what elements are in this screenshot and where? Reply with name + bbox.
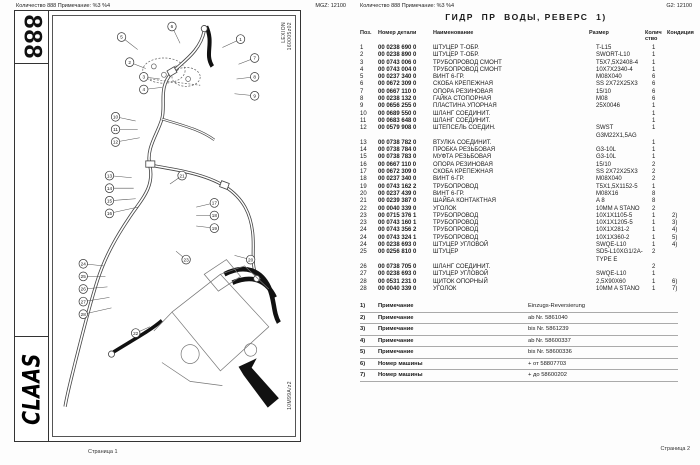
table-row bbox=[360, 60, 694, 67]
table-row bbox=[360, 140, 694, 147]
cell-part: 00 0656 255 0 bbox=[378, 103, 417, 110]
cell-name: ТРУБОПРОВОД bbox=[433, 227, 479, 234]
table-row bbox=[360, 213, 694, 220]
cell-size: SS 2X72X25X3 bbox=[596, 81, 638, 88]
table-row bbox=[360, 96, 694, 103]
cell-name: ТРУБОПРОВОД bbox=[433, 183, 479, 190]
col-pos: Поз. bbox=[360, 30, 372, 36]
cell-qty: 6 bbox=[652, 81, 656, 88]
cell-qty: 1 bbox=[652, 125, 656, 132]
table-row bbox=[360, 118, 694, 125]
footnote-row bbox=[360, 301, 678, 313]
cell-size: M08X040 bbox=[596, 74, 622, 81]
table-row bbox=[360, 103, 694, 110]
table-row bbox=[360, 52, 694, 59]
cell-size: 15/10 bbox=[596, 161, 612, 168]
cell-note: 7) bbox=[672, 285, 678, 292]
cell-name: ТРУБОПРОВОД bbox=[433, 234, 479, 241]
table-row bbox=[360, 162, 694, 169]
cell-name: УГОЛОК bbox=[433, 205, 457, 212]
cell-name: ПРОБКА РЕЗЬБОВАЯ bbox=[433, 147, 496, 154]
cell-part: 00 0689 550 0 bbox=[378, 110, 417, 117]
cell-part: 00 0256 810 0 bbox=[378, 249, 417, 256]
table-row bbox=[360, 235, 694, 242]
callout-number: 9 bbox=[253, 94, 256, 100]
sheet-number-box bbox=[15, 11, 48, 64]
callout-number: 27 bbox=[80, 300, 86, 306]
cell-size: 10X1X1105-5 bbox=[596, 212, 633, 219]
cell-size: M08X16 bbox=[596, 190, 619, 197]
cell-part: 00 0237 340 0 bbox=[378, 176, 417, 183]
table-row bbox=[360, 184, 694, 191]
cell-size: M08X040 bbox=[596, 176, 622, 183]
cell-pos: 3 bbox=[360, 59, 364, 66]
table-row bbox=[360, 271, 694, 278]
cell-name: ЩИТОК ОПОРНЫЙ bbox=[433, 278, 488, 285]
cell-qty: 1 bbox=[652, 154, 656, 161]
cell-pos: 27 bbox=[360, 271, 367, 278]
cell-name: ОПОРА РЕЗИНОВАЯ bbox=[433, 161, 493, 168]
table-row bbox=[360, 206, 694, 213]
cell-pos: 2 bbox=[360, 52, 364, 59]
footnote-ref: 4) bbox=[360, 337, 366, 344]
footnote-label: Номер машины bbox=[378, 360, 423, 367]
cell-part: 00 0238 132 0 bbox=[378, 96, 417, 103]
cell-size: T-L15 bbox=[596, 45, 612, 51]
cell-qty: 1 bbox=[652, 103, 656, 110]
cell-pos: 20 bbox=[360, 190, 367, 197]
callout-number: 8 bbox=[253, 75, 256, 81]
cell-part: 00 0579 908 0 bbox=[378, 125, 417, 132]
cell-part: 00 0743 324 1 bbox=[378, 234, 417, 241]
col-size: Размер bbox=[589, 30, 609, 36]
cell-qty: 1 bbox=[652, 147, 656, 154]
callout-number: 15 bbox=[106, 199, 113, 205]
cell-note: 4) bbox=[672, 242, 678, 249]
cell-part: 00 0743 356 2 bbox=[378, 227, 417, 234]
table-row bbox=[360, 111, 694, 118]
footnote-row bbox=[360, 313, 678, 325]
cell-qty: 1 bbox=[652, 183, 656, 190]
claas-logo: CLAAS bbox=[17, 353, 46, 425]
cell-pos: 25 bbox=[360, 249, 367, 256]
cell-size: 10X1X281-2 bbox=[596, 227, 630, 234]
cell-qty: 6 bbox=[652, 74, 656, 81]
exploded-diagram bbox=[52, 15, 296, 437]
parts-list-page bbox=[352, 0, 700, 465]
table-row bbox=[360, 279, 694, 286]
cell-pos: 23 bbox=[360, 220, 367, 227]
cell-qty: 1 bbox=[652, 242, 656, 249]
callout-number: 4 bbox=[142, 88, 146, 94]
callout-number: 13 bbox=[106, 174, 113, 180]
cell-name: ШТЕПСЕЛЬ СОЕДИН. bbox=[433, 125, 496, 132]
cell-size: SWQE-L10 bbox=[596, 271, 627, 278]
callout-number: 18 bbox=[211, 214, 217, 220]
cell-name: ПЛАСТИНА УПОРНАЯ bbox=[433, 103, 497, 110]
footnote-ref: 7) bbox=[360, 372, 366, 378]
cell-name: ВИНТ 6-ГР. bbox=[433, 190, 465, 197]
footnote-ref: 5) bbox=[360, 349, 366, 355]
callout-number: 1 bbox=[239, 37, 242, 43]
cell-note: 4) bbox=[672, 227, 678, 234]
cell-pos: 14 bbox=[360, 147, 367, 154]
cell-name: ТРУБОПРОВОД bbox=[433, 220, 479, 227]
cell-qty: 1 bbox=[652, 234, 656, 241]
cell-part: 00 0715 376 1 bbox=[378, 212, 417, 219]
table-row bbox=[360, 220, 694, 227]
cell-size: 10MM A STANO bbox=[596, 285, 640, 292]
callout-number: 7 bbox=[253, 56, 256, 62]
cell-note: 5) bbox=[672, 234, 678, 241]
footnote-label: Примечание bbox=[378, 337, 414, 344]
cell-pos: 16 bbox=[360, 161, 367, 168]
callout-number: 6 bbox=[170, 25, 174, 31]
cell-qty: 2 bbox=[652, 249, 656, 256]
cell-part: 00 0743 162 2 bbox=[378, 183, 417, 190]
cell-name: ШАЙБА КОНТАКТНАЯ bbox=[433, 198, 497, 205]
callout-number: 26 bbox=[80, 287, 86, 293]
brand-logo-box bbox=[15, 336, 48, 441]
parts-table-body bbox=[360, 45, 694, 293]
cell-pos: 24 bbox=[360, 242, 367, 249]
cell-note: 2) bbox=[672, 212, 678, 219]
footnote-row bbox=[360, 359, 678, 371]
cell-name: ВТУЛКА СОЕДИНИТ. bbox=[433, 139, 492, 146]
cell-part: 00 0743 004 0 bbox=[378, 66, 417, 73]
col-part: Номер детали bbox=[378, 30, 417, 36]
right-header-info: Количество 888 Примечание: %3 %4 bbox=[360, 3, 455, 9]
footnote-row bbox=[360, 347, 678, 359]
cell-pos: 15 bbox=[360, 154, 367, 161]
cell-part: 00 0672 309 0 bbox=[378, 169, 417, 176]
cell-size: G3-10L bbox=[596, 147, 617, 154]
cell-qty: 1 bbox=[652, 52, 656, 59]
col-name: Наименование bbox=[433, 30, 474, 36]
cell-part: 00 0040 339 0 bbox=[378, 285, 417, 292]
cell-pos: 10 bbox=[360, 110, 367, 117]
drawing-model-label: LEXION bbox=[281, 22, 287, 43]
cell-qty: 8 bbox=[652, 190, 656, 197]
right-header-code: G2: 12100 bbox=[666, 3, 692, 9]
cell-part: 00 0238 693 0 bbox=[378, 242, 417, 249]
table-row bbox=[360, 286, 694, 293]
footnote-val: bis Nr. 5861239 bbox=[528, 326, 569, 332]
cell-pos: 19 bbox=[360, 183, 367, 190]
cell-pos: 17 bbox=[360, 169, 367, 176]
cell-size: 25X0046 bbox=[596, 103, 621, 110]
footnote-ref: 6) bbox=[360, 360, 366, 367]
cell-pos: 6 bbox=[360, 81, 364, 88]
cell-qty: 1 bbox=[652, 271, 656, 278]
callout-number: 16 bbox=[106, 212, 113, 218]
callout-number: 21 bbox=[179, 174, 185, 180]
table-row bbox=[360, 125, 694, 140]
cell-pos: 18 bbox=[360, 176, 367, 183]
cell-part: 00 0672 309 0 bbox=[378, 81, 417, 88]
footnote-row bbox=[360, 324, 678, 336]
cell-part: 00 0238 693 0 bbox=[378, 271, 417, 278]
cell-size: A 8 bbox=[596, 198, 605, 205]
cell-name: ШЛАНГ СОЕДИНИТ. bbox=[433, 263, 491, 270]
footnote-row bbox=[360, 336, 678, 348]
cell-size: SD5-L10XG1/2A-TYPE E bbox=[596, 249, 643, 263]
cell-qty: 1 bbox=[652, 278, 656, 285]
table-row bbox=[360, 67, 694, 74]
cell-qty: 1 bbox=[652, 117, 656, 124]
cell-size: SWORT-L10 bbox=[596, 52, 630, 59]
cell-qty: 1 bbox=[652, 212, 656, 219]
cell-size: SS 2X72X25X3 bbox=[596, 169, 638, 176]
cell-name: ТРУБОПРОВОД bbox=[433, 212, 479, 219]
cell-part: 00 0239 387 0 bbox=[378, 198, 417, 205]
table-row bbox=[360, 169, 694, 176]
sheet-number: 888 bbox=[18, 14, 46, 60]
cell-part: 00 0040 339 0 bbox=[378, 205, 417, 212]
cell-part: 00 0683 648 0 bbox=[378, 117, 417, 124]
table-row bbox=[360, 198, 694, 205]
cell-note: 6) bbox=[672, 278, 678, 285]
cell-qty: 2 bbox=[652, 205, 656, 212]
cell-part: 00 0238 690 0 bbox=[378, 45, 417, 51]
cell-pos: 5 bbox=[360, 74, 364, 81]
cell-name: ОПОРА РЕЗИНОВАЯ bbox=[433, 88, 493, 95]
footnote-val: bis Nr. 58600336 bbox=[528, 349, 572, 355]
cell-name: МУФТА РЕЗЬБОВАЯ bbox=[433, 154, 492, 161]
cell-name: ШТУЦЕР Т-ОБР. bbox=[433, 45, 479, 51]
cell-part: 00 0738 783 0 bbox=[378, 154, 417, 161]
footnote-val: + от 58807703 bbox=[528, 360, 567, 367]
cell-qty: 2 bbox=[652, 161, 656, 168]
cell-size: T5X7,5X2408-4 bbox=[596, 59, 639, 66]
footnotes-table bbox=[360, 301, 678, 382]
footnote-label: Примечание bbox=[378, 349, 414, 355]
footnote-ref: 3) bbox=[360, 326, 366, 332]
footnote-label: Примечание bbox=[378, 326, 414, 332]
callout-number: 19 bbox=[211, 226, 217, 232]
cell-name: ШТУЦЕР УГЛОВОЙ bbox=[433, 271, 489, 278]
cell-name: ВИНТ 6-ГР. bbox=[433, 74, 465, 81]
parts-list-title: ГИДР ПР ВОДЫ, РЕВЕРС 1) bbox=[445, 12, 607, 22]
cell-pos: 8 bbox=[360, 96, 364, 103]
cell-pos: 28 bbox=[360, 278, 367, 285]
cell-qty: 6 bbox=[652, 96, 656, 103]
cell-name: ШТУЦЕР Т-ОБР. bbox=[433, 52, 479, 59]
callout-number: 23 bbox=[183, 258, 189, 264]
cell-pos: 26 bbox=[360, 263, 367, 270]
footnote-label: Примечание bbox=[378, 303, 414, 309]
cell-pos: 9 bbox=[360, 103, 364, 110]
table-row bbox=[360, 89, 694, 96]
hydraulic-lines-drawing bbox=[53, 16, 295, 436]
sheet-side-strip bbox=[15, 11, 49, 441]
callout-number: 12 bbox=[112, 140, 119, 146]
callout-number: 20 bbox=[248, 258, 254, 264]
cell-size: G3-10L bbox=[596, 154, 617, 161]
cell-pos: 24 bbox=[360, 227, 367, 234]
callout-number: 10 bbox=[112, 115, 119, 121]
callout-number: 17 bbox=[211, 201, 217, 207]
table-row bbox=[360, 45, 694, 52]
table-row bbox=[360, 227, 694, 234]
cell-qty: 8 bbox=[652, 198, 656, 205]
callout-number: 2 bbox=[128, 60, 131, 66]
callout-number: 3 bbox=[142, 75, 146, 81]
cell-size: 2,5X90X60 bbox=[596, 278, 626, 285]
cell-part: 00 0738 782 0 bbox=[378, 139, 417, 146]
left-header-code: MGZ: 12100 bbox=[315, 3, 346, 9]
col-qty-line1: Колич bbox=[645, 30, 662, 36]
cell-qty: 1 bbox=[652, 139, 656, 146]
cell-pos: 11 bbox=[360, 117, 367, 124]
right-page-number: Страница 2 bbox=[660, 446, 690, 452]
cell-pos: 4 bbox=[360, 66, 364, 73]
cell-qty: 1 bbox=[652, 66, 656, 73]
cell-part: 00 0743 006 0 bbox=[378, 59, 417, 66]
callout-number: 25 bbox=[80, 275, 86, 281]
cell-pos: 12 bbox=[360, 125, 367, 132]
cell-part: 00 0667 110 0 bbox=[378, 88, 417, 95]
cell-size: SWST G3M22X1,5AG bbox=[596, 125, 637, 139]
footnote-ref: 1) bbox=[360, 303, 366, 309]
drawing-ref-bottom: 10M99A/z2 bbox=[287, 381, 293, 410]
cell-note: 3) bbox=[672, 220, 678, 227]
cell-pos: 21 bbox=[360, 198, 367, 205]
cell-qty: 1 bbox=[652, 59, 656, 66]
table-row bbox=[360, 264, 694, 271]
cell-qty: 2 bbox=[652, 169, 656, 176]
cell-part: 00 0738 784 0 bbox=[378, 147, 417, 154]
cell-part: 00 0237 439 0 bbox=[378, 190, 417, 197]
cell-qty: 2 bbox=[652, 176, 656, 183]
cell-name: ШТУЦЕР УГЛОВОЙ bbox=[433, 242, 489, 249]
cell-name: ШЛАНГ СОЕДИНИТ. bbox=[433, 117, 491, 124]
cell-size: SWQE-L10 bbox=[596, 242, 627, 249]
footnote-label: Номер машины bbox=[378, 372, 423, 378]
cell-part: 00 0531 231 0 bbox=[378, 278, 417, 285]
cell-name: ГАЙКА СТОПОРНАЯ bbox=[433, 96, 492, 103]
callout-number: 11 bbox=[113, 128, 118, 134]
cell-size: 10X1X360-2 bbox=[596, 234, 630, 241]
drawing-ref-top: 160005z02 bbox=[287, 22, 293, 51]
cell-size: 10MM A STANO bbox=[596, 205, 640, 212]
cell-name: ТРУБОПРОВОД СМОНТ bbox=[433, 59, 502, 66]
col-cond: Кондиция bbox=[667, 30, 694, 36]
left-page-number: Страница 1 bbox=[88, 449, 118, 455]
cell-size: 10X7X2340-4 bbox=[596, 66, 633, 73]
cell-size: T5X1,5X1152-5 bbox=[596, 183, 638, 190]
table-row bbox=[360, 249, 694, 264]
footnote-val: ab Nr. 58600337 bbox=[528, 337, 571, 344]
cell-name: СКОБА КРЕПЕЖНАЯ bbox=[433, 81, 493, 88]
callout-number: 28 bbox=[80, 312, 86, 318]
table-row bbox=[360, 242, 694, 249]
cell-size: M08 bbox=[596, 96, 608, 103]
footnote-label: Примечание bbox=[378, 314, 414, 321]
cell-name: ТРУБОПРОВОД СМОНТ bbox=[433, 66, 502, 73]
table-row bbox=[360, 81, 694, 88]
cell-qty: 2 bbox=[652, 263, 656, 270]
cell-pos: 24 bbox=[360, 234, 367, 241]
cell-pos: 13 bbox=[360, 139, 367, 146]
cell-qty: 1 bbox=[652, 110, 656, 117]
left-header-info: Количество 888 Примечание: %3 %4 bbox=[16, 3, 111, 9]
cell-part: 00 0743 160 1 bbox=[378, 220, 417, 227]
cell-name: ВИНТ 6-ГР. bbox=[433, 176, 465, 183]
drawing-sheet-frame bbox=[14, 10, 301, 442]
cell-part: 00 0738 705 0 bbox=[378, 263, 417, 270]
table-row bbox=[360, 147, 694, 154]
cell-part: 00 0237 340 0 bbox=[378, 74, 417, 81]
cell-part: 00 0238 890 0 bbox=[378, 52, 417, 59]
cell-qty: 1 bbox=[652, 220, 656, 227]
view-direction-arrow bbox=[239, 358, 279, 407]
footnote-val: Einzugs-Reversierung bbox=[528, 303, 586, 309]
table-row bbox=[360, 74, 694, 81]
cell-qty: 1 bbox=[652, 45, 656, 51]
cell-qty: 1 bbox=[652, 227, 656, 234]
table-row bbox=[360, 191, 694, 198]
footnote-val: + до 58600202 bbox=[528, 372, 568, 378]
cell-qty: 1 bbox=[652, 285, 656, 292]
cell-pos: 1 bbox=[360, 45, 364, 51]
cell-name: ШТУЦЕР bbox=[433, 249, 459, 256]
cell-name: СКОБА КРЕПЕЖНАЯ bbox=[433, 169, 493, 176]
footnote-row bbox=[360, 370, 678, 382]
cell-qty: 6 bbox=[652, 88, 656, 95]
cell-size: 10X1X1205-5 bbox=[596, 220, 633, 227]
callout-number: 14 bbox=[106, 186, 113, 192]
table-row bbox=[360, 154, 694, 161]
col-qty-line2: ство bbox=[645, 36, 658, 42]
footnote-ref: 2) bbox=[360, 314, 366, 321]
cell-pos: 7 bbox=[360, 88, 364, 95]
callout-number: 24 bbox=[80, 262, 86, 268]
cell-name: УГОЛОК bbox=[433, 285, 457, 292]
footnote-val: ab Nr. 5861040 bbox=[528, 314, 568, 321]
table-row bbox=[360, 176, 694, 183]
cell-size: 15/10 bbox=[596, 88, 612, 95]
cell-part: 00 0667 110 0 bbox=[378, 161, 417, 168]
cell-pos: 22 bbox=[360, 205, 367, 212]
callout-number: 22 bbox=[133, 331, 139, 337]
cell-pos: 23 bbox=[360, 212, 367, 219]
callout-number: 5 bbox=[120, 35, 123, 41]
cell-pos: 28 bbox=[360, 285, 367, 292]
cell-name: ШЛАНГ СОЕДИНИТ. bbox=[433, 110, 491, 117]
